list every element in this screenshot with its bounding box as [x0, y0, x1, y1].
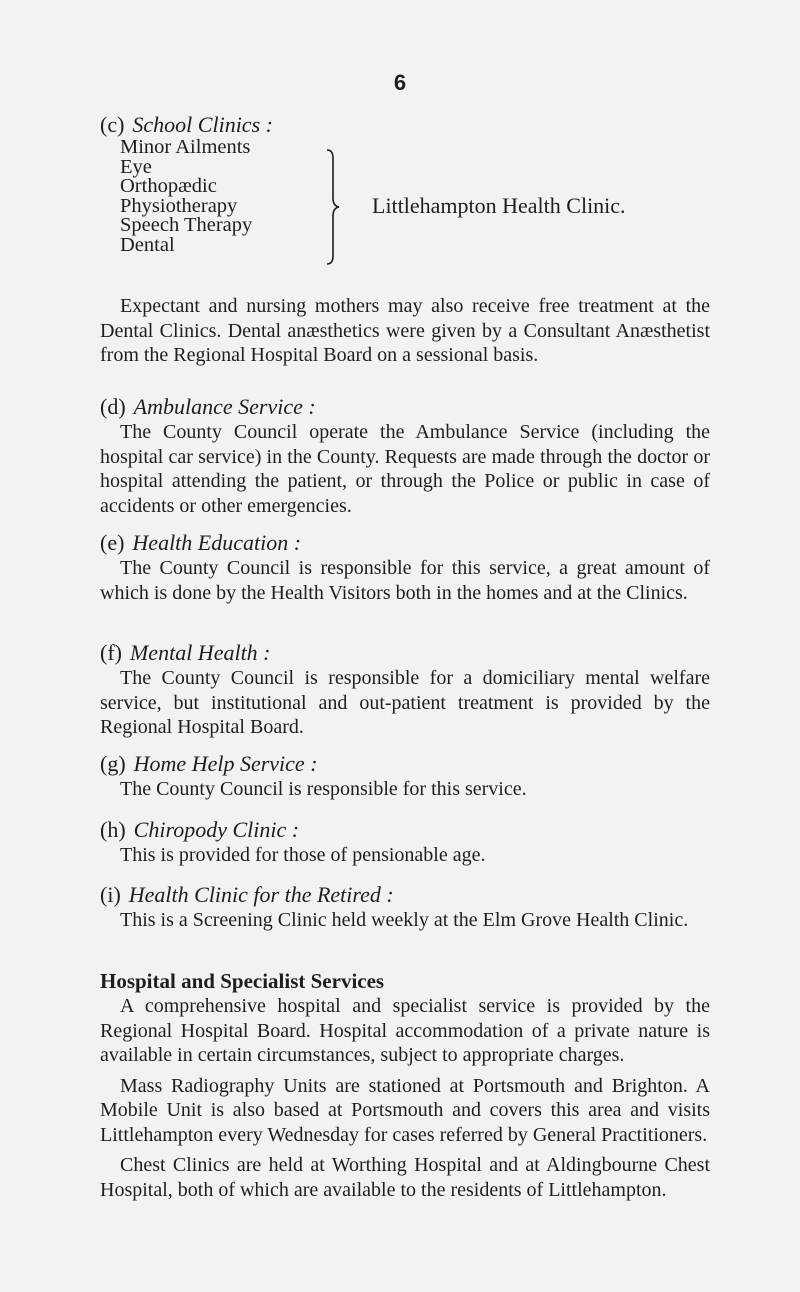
section-title: Ambulance Service :	[133, 394, 316, 419]
chiropody-paragraph: This is provided for those of pensionable age.	[120, 844, 486, 866]
section-letter: (f)	[100, 640, 122, 665]
clinic-item: Dental	[120, 233, 175, 256]
retired-clinic-paragraph: This is a Screening Clinic held weekly at the Elm Grove Health Clinic.	[120, 909, 689, 931]
mental-health-paragraph: The County Council is responsible for a domiciliary mental welfare service, but institutional and out-patient treatment is provided by the Regional Hospital Board.	[100, 667, 710, 738]
section-letter: (c)	[100, 112, 125, 137]
section-letter: (e)	[100, 530, 125, 555]
health-education-heading	[100, 530, 710, 556]
mental-health-heading	[100, 640, 710, 666]
clinic-list	[120, 138, 252, 256]
ambulance-paragraph: The County Council operate the Ambulance Service (including the hospital car service) in the County. Requests are made through the doctor or hospital attending the patient, or through the Police or public in case of accidents or other emergencies.	[100, 421, 710, 517]
mental-health-section	[100, 640, 710, 740]
health-education-paragraph: The County Council is responsible for this service, a great amount of which is done by the Health Visitors both in the homes and at the Clinics.	[100, 557, 710, 604]
hospital-services-paragraph-3: Chest Clinics are held at Worthing Hospital and at Aldingbourne Chest Hospital, both of which are available to the residents of Littlehampton.	[100, 1154, 710, 1201]
school-clinics-paragraph: Expectant and nursing mothers may also receive free treatment at the Dental Clinics. Dental anæsthetics were given by a Consultant Anæsthetist from the Regional Hospital Board on a sessional basis.	[100, 295, 710, 366]
clinic-item: Speech Therapy	[120, 214, 253, 237]
home-help-heading	[100, 751, 710, 777]
hospital-services-section	[100, 968, 710, 1202]
section-letter: (h)	[100, 817, 126, 842]
school-clinics-heading-block	[100, 112, 710, 138]
section-letter: (g)	[100, 751, 126, 776]
school-clinics-heading	[100, 112, 710, 138]
section-title: Health Clinic for the Retired :	[128, 882, 394, 907]
home-help-paragraph: The County Council is responsible for this service.	[120, 778, 527, 800]
retired-clinic-section	[100, 882, 710, 933]
school-clinics-paragraph-block	[100, 294, 710, 368]
right-brace	[325, 148, 341, 266]
section-title: School Clinics :	[132, 112, 273, 137]
section-letter: (d)	[100, 394, 126, 419]
clinic-item: Orthopædic	[120, 175, 217, 198]
section-letter: (i)	[100, 882, 121, 907]
ambulance-heading	[100, 394, 710, 420]
hospital-services-paragraph-1: A comprehensive hospital and specialist service is provided by the Regional Hospital Board. Hospital accommodation of a private nature is available in certain circumstances, subject to appropriate charges.	[100, 995, 710, 1066]
hospital-services-title: Hospital and Specialist Services	[100, 969, 385, 993]
health-education-section	[100, 530, 710, 605]
hospital-services-paragraph-2: Mass Radiography Units are stationed at Portsmouth and Brighton. A Mobile Unit is also based at Portsmouth and covers this area and visits Littlehampton every Wednesday for cases referred by General Practitioners.	[100, 1074, 710, 1146]
section-title: Mental Health :	[129, 640, 271, 665]
chiropody-heading	[100, 817, 710, 843]
ambulance-section	[100, 394, 710, 518]
clinic-item: Minor Ailments	[120, 136, 251, 158]
clinic-item: Physiotherapy	[120, 194, 238, 217]
clinic-location: Littlehampton Health Clinic.	[372, 193, 626, 218]
section-title: Health Education :	[132, 530, 302, 555]
retired-clinic-heading	[100, 882, 710, 908]
clinic-item: Eye	[120, 155, 152, 178]
section-title: Chiropody Clinic :	[133, 817, 300, 842]
chiropody-section	[100, 817, 710, 868]
section-title: Home Help Service :	[133, 751, 318, 776]
home-help-section	[100, 751, 710, 802]
page-number: 6	[393, 70, 407, 95]
